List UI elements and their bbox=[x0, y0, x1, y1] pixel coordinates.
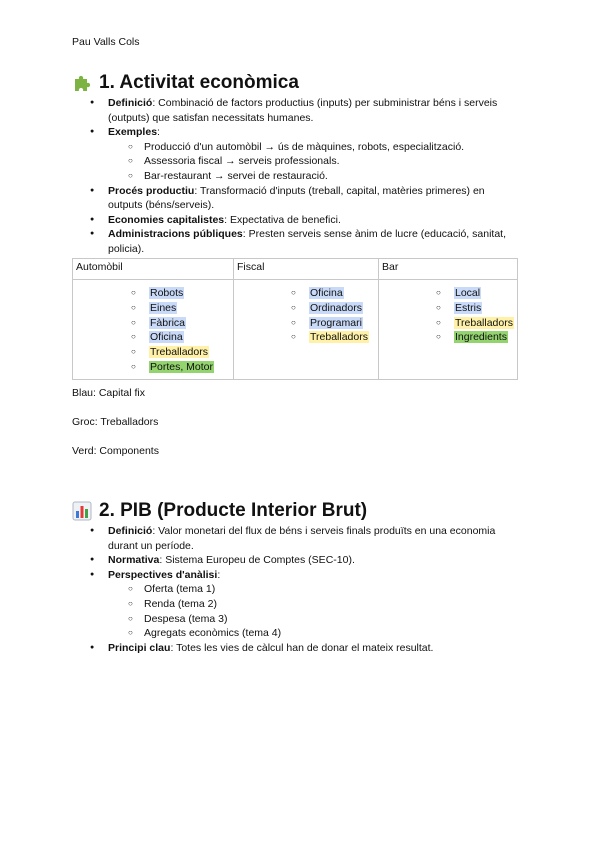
section2-list bbox=[90, 524, 520, 655]
perspective-item: ○ Agregats econòmics (tema 4) bbox=[128, 626, 520, 641]
table-list-item bbox=[309, 330, 375, 345]
table-cell bbox=[73, 280, 234, 380]
table-list-item bbox=[454, 330, 514, 345]
table-list-item bbox=[149, 360, 230, 375]
highlighted-term: Local bbox=[455, 287, 481, 299]
perspective-item: ○ Despesa (tema 3) bbox=[128, 612, 520, 627]
cell-list bbox=[382, 282, 514, 347]
list-item bbox=[90, 524, 520, 553]
capitalist-text: : Expectativa de benefici. bbox=[224, 213, 341, 226]
perspectives-suffix: : bbox=[217, 568, 221, 581]
list-item bbox=[90, 125, 520, 183]
examples-sublist bbox=[108, 140, 520, 184]
highlighted-term: Treballadors bbox=[150, 346, 208, 359]
section1-title: 1. Activitat econòmica bbox=[99, 72, 299, 93]
examples-label: Exemples bbox=[108, 126, 158, 139]
table-list-item bbox=[149, 286, 230, 301]
highlighted-term: Oficina bbox=[150, 331, 183, 344]
list-item bbox=[90, 184, 520, 213]
highlighted-term: Programari bbox=[310, 316, 362, 329]
process-label: Procés productiu bbox=[108, 184, 195, 197]
example-item: ○ Assessoria fiscal → serveis professionals. bbox=[128, 154, 520, 169]
process-text: : Transformació d'inputs (treball, capital, matèries primeres) en outputs (béns/serveis). bbox=[108, 184, 485, 212]
table-cell bbox=[379, 280, 518, 380]
list-item bbox=[90, 213, 520, 228]
pib-definition-text: : Valor monetari del flux de béns i serveis finals produïts en una economia durant un període. bbox=[108, 525, 496, 552]
list-item bbox=[90, 641, 520, 656]
table-list-item bbox=[309, 286, 375, 301]
section1-heading bbox=[72, 72, 299, 94]
perspective-item: ○ Oferta (tema 1) bbox=[128, 582, 520, 597]
perspectives-sublist bbox=[108, 582, 520, 640]
section1-list bbox=[90, 96, 520, 257]
section2-heading bbox=[72, 500, 367, 522]
highlighted-term: Estris bbox=[455, 301, 482, 314]
table-list-item bbox=[149, 330, 230, 345]
bar-chart-icon bbox=[72, 501, 92, 521]
author-name: Pau Valls Cols bbox=[72, 36, 140, 48]
example-item: ○ Producció d'un automòbil → ús de màquines, robots, especialització. bbox=[128, 140, 520, 155]
highlighted-term: Treballadors bbox=[455, 316, 513, 329]
principle-text: : Totes les vies de càlcul han de donar el mateix resultat. bbox=[170, 641, 434, 654]
highlighted-term: Oficina bbox=[310, 287, 343, 299]
highlighted-term: Portes, Motor bbox=[150, 360, 214, 373]
norm-text: : Sistema Europeu de Comptes (SEC-10). bbox=[159, 554, 355, 567]
table-list-item bbox=[454, 316, 514, 331]
principle-label: Principi clau bbox=[108, 641, 171, 654]
examples-suffix: : bbox=[157, 126, 160, 139]
table-header: Fiscal bbox=[234, 259, 379, 280]
section2-title: 2. PIB (Producte Interior Brut) bbox=[99, 500, 368, 521]
table-cell bbox=[234, 280, 379, 380]
table-header: Bar bbox=[379, 259, 518, 280]
table-list-item bbox=[309, 316, 375, 331]
puzzle-icon bbox=[72, 73, 92, 93]
definition-label: Definició bbox=[108, 97, 153, 109]
table-list-item bbox=[149, 345, 230, 360]
pib-definition-label: Definició bbox=[108, 525, 153, 537]
perspectives-label: Perspectives d'anàlisi bbox=[108, 568, 218, 581]
highlighted-term: Fàbrica bbox=[150, 316, 186, 329]
table-list-item bbox=[454, 286, 514, 301]
highlighted-term: Treballadors bbox=[310, 331, 368, 344]
legend-blue: Blau: Capital fix bbox=[72, 387, 145, 399]
legend-green: Verd: Components bbox=[72, 445, 159, 457]
highlighted-term: Ordinadors bbox=[310, 301, 362, 314]
example-item: ○ Bar-restaurant → servei de restauració. bbox=[128, 169, 520, 184]
table-list-item bbox=[309, 301, 375, 316]
public-text: : Presten serveis sense ànim de lucre (educació, sanitat, policia). bbox=[108, 228, 506, 255]
legend-yellow: Groc: Treballadors bbox=[72, 416, 159, 428]
cell-list bbox=[76, 282, 230, 377]
highlighted-term: Eines bbox=[150, 301, 177, 314]
cell-list bbox=[237, 282, 375, 347]
definition-text: : Combinació de factors productius (inputs) per subministrar béns i serveis (outputs) que satisfan necessitats humanes. bbox=[108, 97, 498, 124]
list-item bbox=[90, 553, 520, 568]
capitalist-label: Economies capitalistes bbox=[108, 213, 225, 226]
capital-table bbox=[72, 258, 518, 380]
highlighted-term: Robots bbox=[150, 287, 184, 299]
norm-label: Normativa bbox=[108, 554, 160, 567]
list-item bbox=[90, 96, 520, 125]
public-label: Administracions públiques bbox=[108, 228, 243, 241]
list-item bbox=[90, 227, 520, 256]
highlighted-term: Ingredients bbox=[455, 331, 507, 344]
table-list-item bbox=[149, 301, 230, 316]
table-list-item bbox=[149, 316, 230, 331]
list-item bbox=[90, 568, 520, 641]
table-header: Automòbil bbox=[73, 259, 234, 280]
perspective-item: ○ Renda (tema 2) bbox=[128, 597, 520, 612]
table-list-item bbox=[454, 301, 514, 316]
